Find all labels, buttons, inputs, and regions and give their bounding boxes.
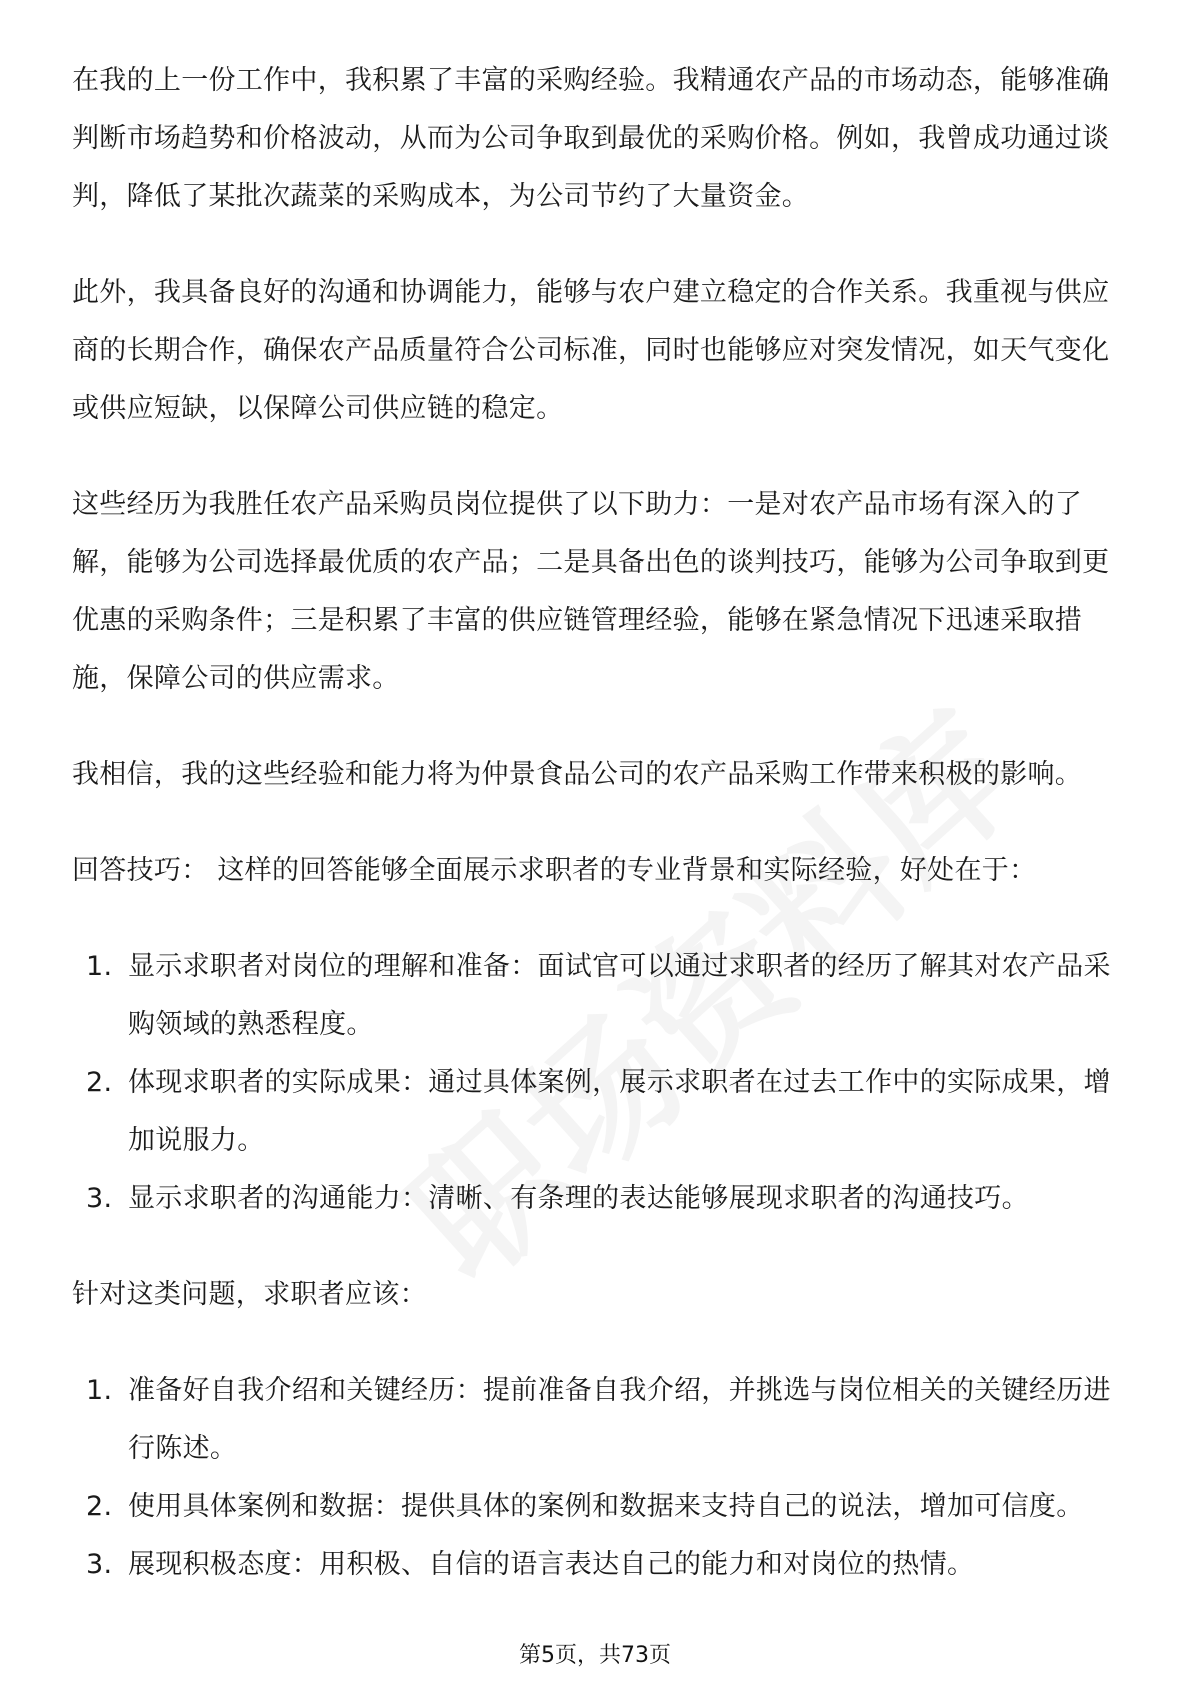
list-item-text: 显示求职者对岗位的理解和准备：面试官可以通过求职者的经历了解其对农产品采购领域的熟悉程度。	[128, 951, 1111, 1040]
list-item-text: 准备好自我介绍和关键经历：提前准备自我介绍，并挑选与岗位相关的关键经历进行陈述。	[128, 1375, 1111, 1464]
paragraph-conclusion: 我相信，我的这些经验和能力将为仲景食品公司的农产品采购工作带来积极的影响。	[72, 759, 1083, 790]
list-item	[72, 1478, 1122, 1536]
list-number: 2.	[86, 1067, 113, 1098]
list-item	[72, 1170, 1122, 1228]
page-number: 第5页，共73页	[519, 1643, 671, 1668]
list-item	[72, 1536, 1122, 1594]
list-number: 2.	[86, 1491, 113, 1522]
list-item-text: 体现求职者的实际成果：通过具体案例，展示求职者在过去工作中的实际成果，增加说服力。	[128, 1067, 1111, 1156]
list-item-text: 展现积极态度：用积极、自信的语言表达自己的能力和对岗位的热情。	[128, 1549, 975, 1580]
list-number: 3.	[86, 1549, 113, 1580]
advice-list	[72, 1362, 1122, 1594]
paragraph-experience: 在我的上一份工作中，我积累了丰富的采购经验。我精通农产品的市场动态，能够准确判断市场趋势和价格波动，从而为公司争取到最优的采购价格。例如，我曾成功通过谈判，降低了某批次蔬菜的采购成本，为公司节约了大量资金。	[72, 65, 1110, 212]
list-number: 1.	[86, 951, 113, 982]
paragraph-advantages: 这些经历为我胜任农产品采购员岗位提供了以下助力：一是对农产品市场有深入的了解，能够为公司选择最优质的农产品；二是具备出色的谈判技巧，能够为公司争取到更优惠的采购条件；三是积累了丰富的供应链管理经验，能够在紧急情况下迅速采取措施，保障公司的供应需求。	[72, 489, 1110, 694]
list-item-text: 使用具体案例和数据：提供具体的案例和数据来支持自己的说法，增加可信度。	[128, 1491, 1084, 1522]
benefits-list	[72, 938, 1122, 1228]
list-item	[72, 938, 1122, 1054]
paragraph-advice-intro: 针对这类问题，求职者应该：	[72, 1279, 427, 1310]
list-item	[72, 1054, 1122, 1170]
list-item	[72, 1362, 1122, 1478]
document-body	[72, 52, 1122, 1632]
list-item-text: 显示求职者的沟通能力：清晰、有条理的表达能够展现求职者的沟通技巧。	[128, 1183, 1029, 1214]
paragraph-answer-tips: 回答技巧： 这样的回答能够全面展示求职者的专业背景和实际经验，好处在于：	[72, 855, 1037, 886]
paragraph-communication: 此外，我具备良好的沟通和协调能力，能够与农户建立稳定的合作关系。我重视与供应商的长期合作，确保农产品质量符合公司标准，同时也能够应对突发情况，如天气变化或供应短缺，以保障公司供应链的稳定。	[72, 277, 1110, 424]
list-number: 3.	[86, 1183, 113, 1214]
list-number: 1.	[86, 1375, 113, 1406]
